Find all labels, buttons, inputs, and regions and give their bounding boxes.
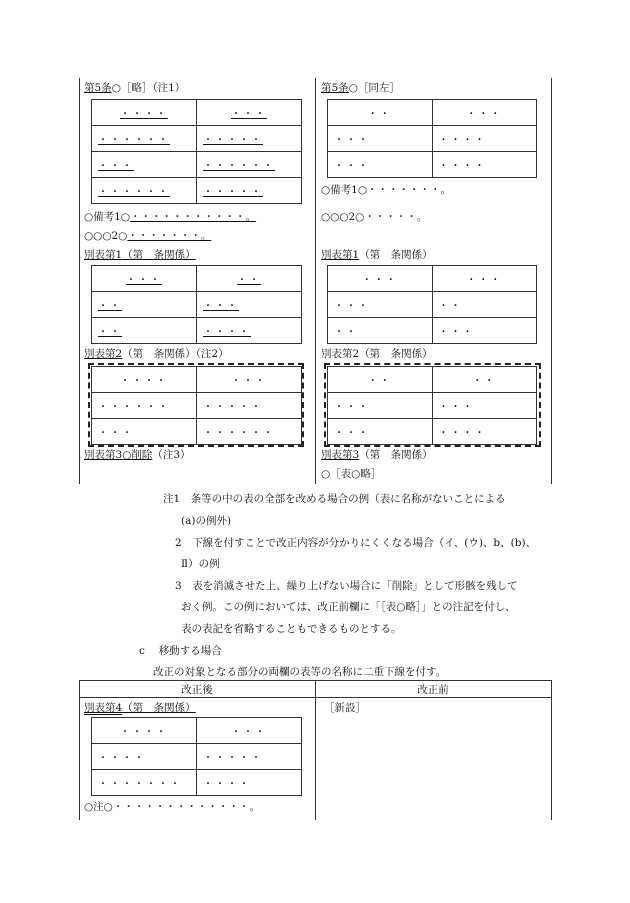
note-1-line1: 条等の中の表の全部を改める場合の例（表に名称がないことによる xyxy=(190,493,506,505)
left-bt2-label: 別表第2 xyxy=(84,348,123,360)
note-1-line2: (a)の例外) xyxy=(181,515,232,527)
table-row xyxy=(92,770,302,796)
right-bt2-rest: （第 条関係） xyxy=(359,348,433,360)
left-note2-label: ○○○2○ xyxy=(84,230,128,242)
bottom-new: ［新設］ xyxy=(324,702,366,714)
section-c-desc: 改正の対象となる部分の両欄の表等の名称に二重下線を付す。 xyxy=(153,666,447,678)
table-cell: ・・・ xyxy=(197,718,302,744)
left-note2-text: ・・・・・・・。 xyxy=(127,230,212,242)
note-2-line2: Ⅱ）の例 xyxy=(181,558,220,570)
table-cell: ・・・・・ xyxy=(197,178,302,204)
bottom-bt4 xyxy=(84,700,196,715)
table-cell: ・・・・ xyxy=(92,718,197,744)
table-cell: ・・・ xyxy=(197,292,302,318)
right-bt3-sub: ○［表○略］ xyxy=(321,468,382,480)
bottom-left-border xyxy=(79,680,80,820)
bottom-table-4 xyxy=(91,717,302,796)
left-bt3-note: （注3） xyxy=(152,449,191,461)
left-bt2-rest: （第 条関係）（注2） xyxy=(122,348,229,360)
table-cell: ・・ xyxy=(328,367,433,393)
left-note2 xyxy=(84,228,211,243)
note-2-label: 2 xyxy=(175,537,182,549)
right-note2: ○○○2○・・・・・。 xyxy=(321,211,428,223)
table-row xyxy=(92,126,302,152)
table-row xyxy=(328,266,537,292)
table-cell: ・・・ xyxy=(432,100,537,126)
left-table-1 xyxy=(91,99,302,204)
table-cell: ・・・・・ xyxy=(197,744,302,770)
table-cell: ・・ xyxy=(92,292,197,318)
right-note1: ○備考1○・・・・・・・。 xyxy=(321,184,452,196)
table-row xyxy=(92,393,302,419)
table-cell: ・・・・・・ xyxy=(92,178,197,204)
right-art5 xyxy=(321,80,400,95)
frame-mid-border xyxy=(315,78,316,484)
right-bt1 xyxy=(321,247,433,262)
left-bt1-label: 別表第1 xyxy=(84,249,123,261)
table-cell: ・・・・ xyxy=(432,419,537,445)
table-cell: ・・・・ xyxy=(197,318,302,344)
table-row xyxy=(328,318,537,344)
table-cell: ・・・・ xyxy=(92,744,197,770)
bottom-bt4-label: 別表第4 xyxy=(84,702,123,714)
table-cell: ・・・・・・ xyxy=(92,126,197,152)
table-row xyxy=(92,178,302,204)
table-cell: ・・・ xyxy=(328,152,433,178)
left-bt3-rest: ○削除 xyxy=(122,449,153,461)
table-cell: ・・ xyxy=(92,318,197,344)
table-cell: ・・・・ xyxy=(432,152,537,178)
table-cell: ・・・・ xyxy=(92,367,197,393)
table-cell: ・・・・・ xyxy=(197,393,302,419)
frame-right-border xyxy=(551,78,552,484)
table-row xyxy=(92,152,302,178)
right-table-1 xyxy=(327,99,537,178)
table-row xyxy=(92,419,302,445)
table-cell: ・・・ xyxy=(92,152,197,178)
left-bt1 xyxy=(84,247,196,262)
table-cell: ・・・・・・ xyxy=(92,393,197,419)
table-cell: ・・ xyxy=(432,292,537,318)
left-art5-rest: ○［略］（注1） xyxy=(111,82,186,94)
left-bt3 xyxy=(84,447,191,462)
frame-left-border xyxy=(79,78,80,484)
table-cell: ・・・ xyxy=(197,100,302,126)
right-bt1-label: 別表第1 xyxy=(321,249,360,261)
bottom-header-right: 改正前 xyxy=(417,684,449,696)
left-table-2 xyxy=(91,265,302,344)
table-cell: ・・・・・・ xyxy=(197,152,302,178)
section-c-label: c xyxy=(139,645,145,657)
table-cell: ・・・ xyxy=(432,318,537,344)
right-art5-rest: ○［同左］ xyxy=(348,82,400,94)
left-art5 xyxy=(84,80,185,95)
note-1 xyxy=(163,491,506,506)
table-cell: ・・ xyxy=(197,266,302,292)
table-cell: ・・・ xyxy=(328,126,433,152)
left-bt1-rest: （第 条関係） xyxy=(122,249,196,261)
bottom-right-border xyxy=(551,680,552,820)
table-cell: ・・・・・・・ xyxy=(92,770,197,796)
note-2-line1: 下線を付すことで改正内容が分かりにくくなる場合（イ、(ウ)、b、(b)、 xyxy=(192,537,537,549)
table-row xyxy=(328,367,537,393)
bottom-mid-border xyxy=(315,680,316,820)
table-cell: ・・・ xyxy=(92,419,197,445)
right-bt2-label: 別表第2 xyxy=(321,348,360,360)
table-cell: ・・・ xyxy=(328,419,433,445)
table-row xyxy=(328,393,537,419)
right-bt3-rest: （第 条関係） xyxy=(359,449,433,461)
table-row xyxy=(92,292,302,318)
table-row xyxy=(328,100,537,126)
table-row xyxy=(328,126,537,152)
right-table-3 xyxy=(327,366,537,445)
table-row xyxy=(328,292,537,318)
right-art5-label: 第5条 xyxy=(321,82,349,94)
table-cell: ・・・・ xyxy=(92,100,197,126)
table-row xyxy=(92,744,302,770)
left-table-3 xyxy=(91,366,302,445)
table-cell: ・・・・・・ xyxy=(197,419,302,445)
note-3-line1: 表を消滅させた上、繰り上げない場合に「削除」として形骸を残して xyxy=(192,580,518,592)
right-table-2 xyxy=(327,265,537,344)
right-bt3 xyxy=(321,447,433,462)
table-cell: ・・・ xyxy=(328,292,433,318)
table-cell: ・・・・ xyxy=(432,126,537,152)
bottom-note: ○注○・・・・・・・・・・・・・。 xyxy=(84,801,260,813)
table-row xyxy=(328,419,537,445)
note-1-label: 注1 xyxy=(163,493,181,505)
table-row xyxy=(328,152,537,178)
bottom-bt4-rest: （第 条関係） xyxy=(122,702,196,714)
table-cell: ・・・・・ xyxy=(197,126,302,152)
note-3 xyxy=(175,578,518,593)
table-cell: ・・・ xyxy=(432,393,537,419)
note-3-line3: 表の表記を省略することもできるものとする。 xyxy=(181,623,402,635)
right-bt1-rest: （第 条関係） xyxy=(359,249,433,261)
table-row xyxy=(92,266,302,292)
table-cell: ・・ xyxy=(328,318,433,344)
left-note1-label: ○備考1○ xyxy=(84,211,131,223)
note-3-label: 3 xyxy=(175,580,182,592)
table-row xyxy=(92,318,302,344)
table-cell: ・・ xyxy=(328,100,433,126)
bottom-header-left: 改正後 xyxy=(181,684,213,696)
table-cell: ・・ xyxy=(432,367,537,393)
right-bt2 xyxy=(321,346,433,361)
right-bt3-label: 別表第3 xyxy=(321,449,360,461)
table-cell: ・・・ xyxy=(328,266,433,292)
left-note1-text: ・・・・・・・・・・・。 xyxy=(130,211,257,223)
table-row xyxy=(92,367,302,393)
note-2 xyxy=(175,535,536,550)
table-cell: ・・・ xyxy=(328,393,433,419)
table-row xyxy=(92,718,302,744)
table-cell: ・・・・ xyxy=(197,770,302,796)
table-cell: ・・・ xyxy=(432,266,537,292)
section-c-title: 移動する場合 xyxy=(158,645,222,657)
note-3-line2: おく例。この例においては、改正前欄に「［表○略］」との注記を付し、 xyxy=(181,601,516,613)
left-bt3-label: 別表第3 xyxy=(84,449,123,461)
left-note1 xyxy=(84,209,256,224)
table-cell: ・・・ xyxy=(197,367,302,393)
left-art5-label: 第5条 xyxy=(84,82,112,94)
left-bt2 xyxy=(84,346,229,361)
table-row xyxy=(92,100,302,126)
table-cell: ・・・ xyxy=(92,266,197,292)
section-c-heading xyxy=(139,643,222,658)
